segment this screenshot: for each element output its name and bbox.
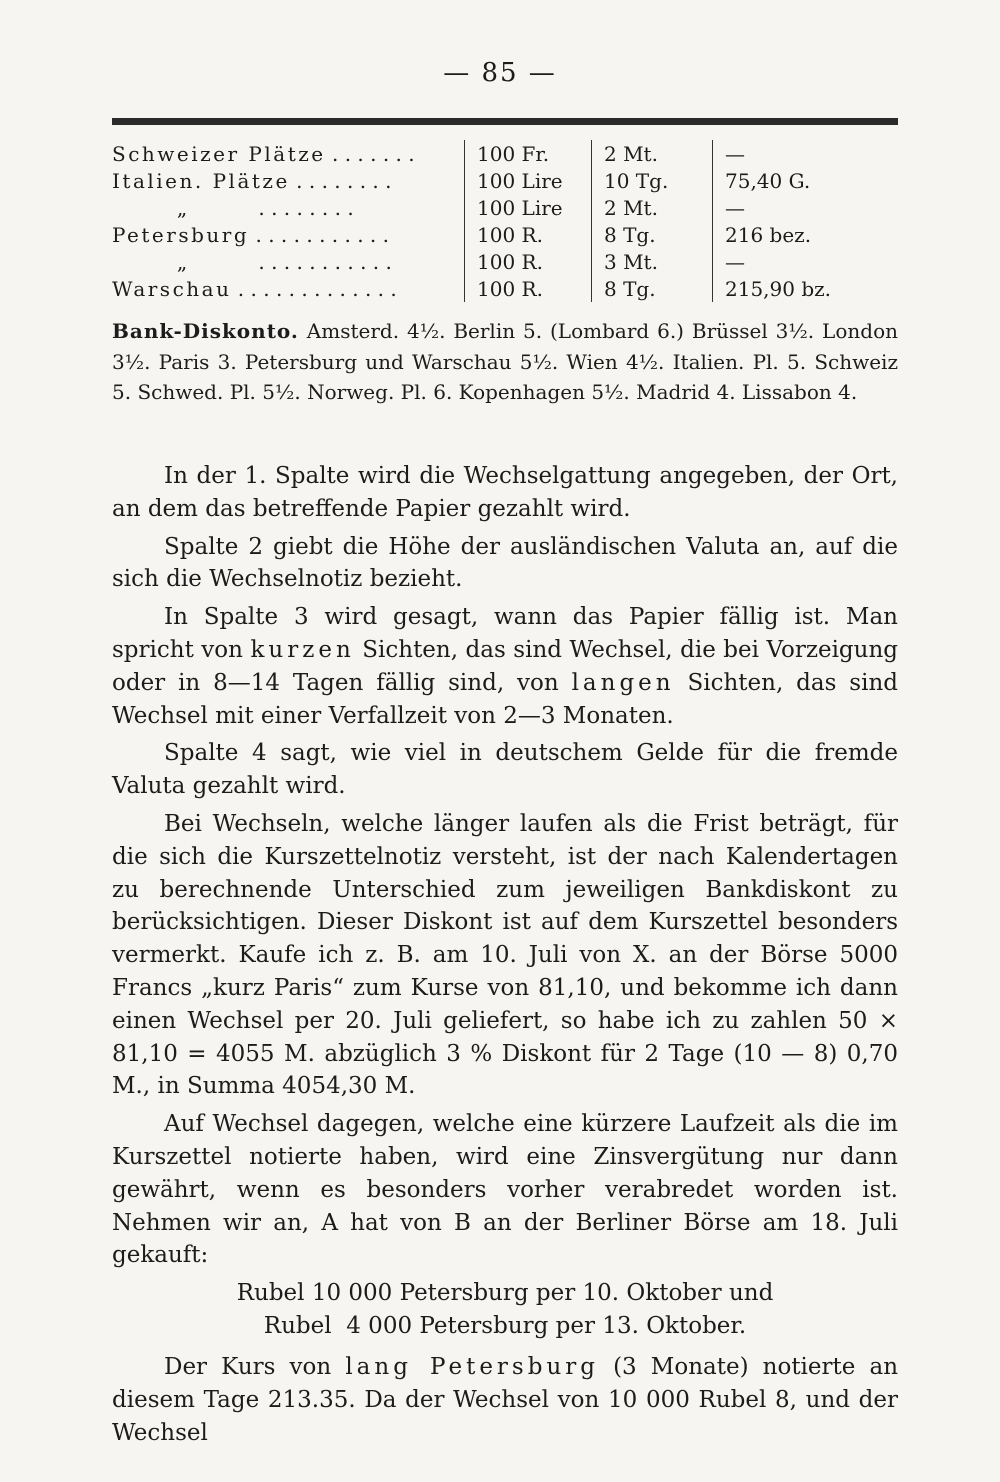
rate-price: 216 bez. xyxy=(713,221,899,248)
body-text xyxy=(112,460,898,1455)
bank-discount-list xyxy=(112,316,898,408)
rate-place: Petersburg . . . . . . . . . . . xyxy=(112,222,390,247)
rate-place: „ . . . . . . . . . . . xyxy=(176,249,392,274)
rate-row xyxy=(112,140,898,167)
rate-row xyxy=(112,221,898,248)
dot-leader: . . . . . . . . . . . xyxy=(252,249,392,274)
rate-term: 2 Mt. xyxy=(592,194,713,221)
rate-place: Schweizer Plätze . . . . . . . xyxy=(112,141,415,166)
rate-term: 10 Tg. xyxy=(592,167,713,194)
spaced-term-kurzen: kurzen xyxy=(250,636,355,663)
bank-discount-text: Amsterd. 4½. Berlin 5. (Lombard 6.) Brüssel 3½. London 3½. Paris 3. Petersburg und Warschau 5½. Wien 4½. Italien. Pl. 5. Schweiz 5. Schwed. Pl. 5½. Norweg. Pl. 6. Kopenhagen 5½. Madrid 4. Lissabon 4. xyxy=(112,319,898,404)
rate-amount: 100 Fr. xyxy=(465,140,592,167)
paragraph: Bei Wechseln, welche länger laufen als die Frist beträgt, für die sich die Kurszettelnotiz versteht, ist der nach Kalendertagen zu berechnende Unterschied zum jeweiligen Bankdiskont zu berücksichtigen. Dieser Diskont ist auf dem Kurszettel besonders vermerkt. Kaufe ich z. B. am 10. Juli von X. an der Börse 5000 Francs „kurz Paris“ zum Kurse von 81,10, und bekomme ich dann einen Wechsel per 20. Juli geliefert, so habe ich zu zahlen 50 × 81,10 = 4055 M. abzüglich 3 % Diskont für 2 Tage (10 — 8) 0,70 M., in Summa 4054,30 M. xyxy=(112,810,898,1100)
rate-amount: 100 Lire xyxy=(465,194,592,221)
dot-leader: . . . . . . . . . . . . . xyxy=(231,276,397,301)
spaced-term-lang-petersburg: lang Petersburg xyxy=(345,1354,599,1381)
rate-place: Italien. Plätze . . . . . . . . xyxy=(112,168,392,193)
rate-row xyxy=(112,194,898,221)
rate-price: — xyxy=(713,140,899,167)
paragraph: In Spalte 3 wird gesagt, wann das Papier fällig ist. Man spricht von kurzen Sichten, das sind Wechsel, die bei Vorzeigung oder in 8—14 Tagen fällig sind, von langen Sichten, das sind Wechsel mit einer Verfallzeit von 2—3 Monaten. xyxy=(112,604,899,729)
rate-price: 215,90 bz. xyxy=(713,275,899,302)
purchase-line: Rubel 4 000 Petersburg per 13. Oktober. xyxy=(263,1313,747,1340)
rate-row xyxy=(112,275,898,302)
exchange-rate-table xyxy=(112,140,898,302)
purchase-list xyxy=(112,1277,898,1343)
rate-amount: 100 R. xyxy=(465,248,592,275)
rate-term: 3 Mt. xyxy=(592,248,713,275)
rate-place: „ . . . . . . . . xyxy=(176,195,354,220)
rate-amount: 100 Lire xyxy=(465,167,592,194)
paragraph: Spalte 4 sagt, wie viel in deutschem Gelde für die fremde Valuta gezahlt wird. xyxy=(112,740,898,800)
dot-leader: . . . . . . . xyxy=(325,141,415,166)
dot-leader: . . . . . . . . xyxy=(289,168,392,193)
rate-row xyxy=(112,167,898,194)
paragraph: In der 1. Spalte wird die Wechselgattung angegeben, der Ort, an dem das betreffende Papier gezahlt wird. xyxy=(112,463,898,522)
paragraph: Der Kurs von lang Petersburg (3 Monate) notierte an diesem Tage 213.35. Da der Wechsel von 10 000 Rubel 8, und der Wechsel xyxy=(112,1354,899,1446)
bank-discount-heading: Bank-Diskonto. xyxy=(112,319,299,343)
dot-leader: . . . . . . . . . . . xyxy=(249,222,390,247)
spaced-term-langen: langen xyxy=(571,669,675,696)
rate-term: 2 Mt. xyxy=(592,140,713,167)
rate-amount: 100 R. xyxy=(465,275,592,302)
rate-term: 8 Tg. xyxy=(592,275,713,302)
rate-price: — xyxy=(713,248,899,275)
rate-term: 8 Tg. xyxy=(592,221,713,248)
rate-row xyxy=(112,248,898,275)
rate-amount: 100 R. xyxy=(465,221,592,248)
rate-place: Warschau . . . . . . . . . . . . . xyxy=(112,276,397,301)
rate-price: 75,40 G. xyxy=(713,167,899,194)
paragraph: Auf Wechsel dagegen, welche eine kürzere Laufzeit als die im Kurszettel notierte haben, wird eine Zinsvergütung nur dann gewährt, wenn es besonders vorher verabredet worden ist. Nehmen wir an, A hat von B an der Berliner Börse am 18. Juli gekauft: xyxy=(112,1111,898,1269)
paragraph: Spalte 2 giebt die Höhe der ausländischen Valuta an, auf die sich die Wechselnotiz bezieht. xyxy=(112,533,898,593)
page-number: — 85 — xyxy=(443,58,557,88)
dot-leader: . . . . . . . . xyxy=(252,195,354,220)
purchase-line: Rubel 10 000 Petersburg per 10. Oktober und xyxy=(236,1280,774,1307)
rate-price: — xyxy=(713,194,899,221)
header-rule xyxy=(112,118,898,125)
